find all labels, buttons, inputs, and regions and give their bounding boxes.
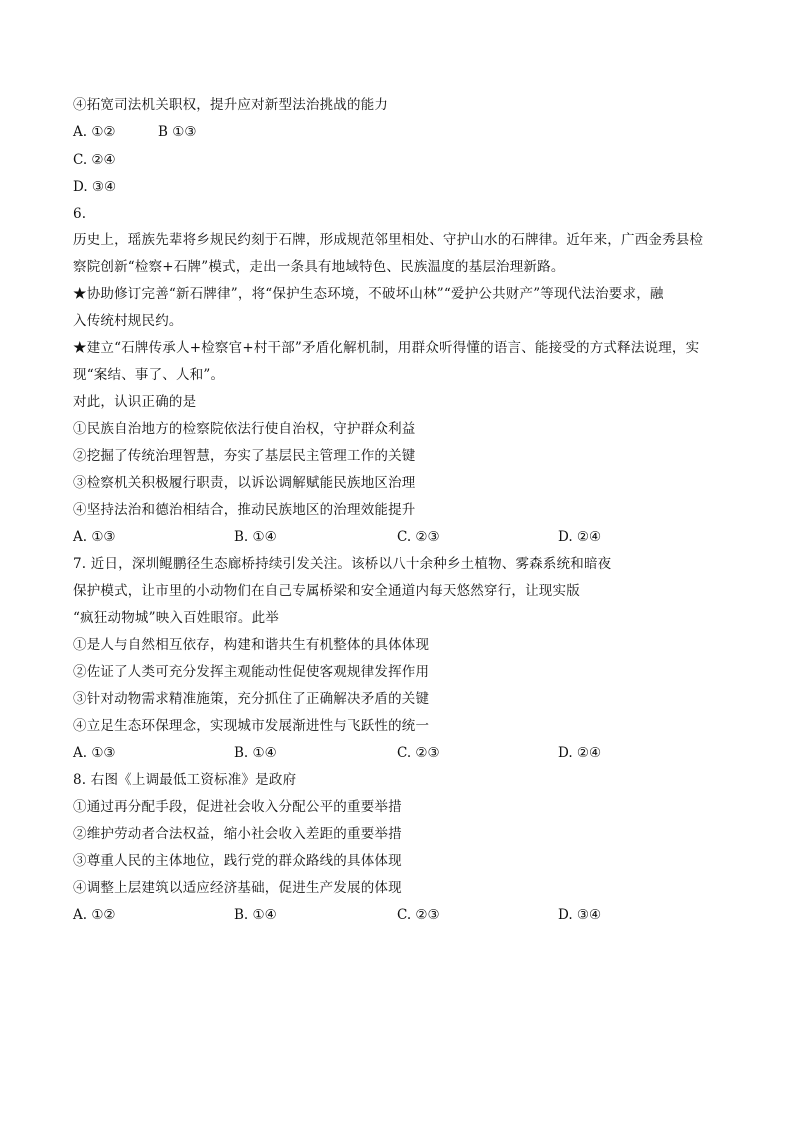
q6-item-2: ②挖掘了传统治理智慧，夯实了基层民主管理工作的关键: [73, 448, 416, 464]
q7-item-2: ②佐证了人类可充分发挥主观能动性促使客观规律发挥作用: [73, 664, 430, 680]
q5-item-4: ④拓宽司法机关职权，提升应对新型法治挑战的能力: [73, 97, 389, 113]
q6-star-point-2-line-1: ★建立“石牌传承人+检察官+村干部”矛盾化解机制，用群众听得懂的语言、能接受的方式释法说理，实: [73, 340, 700, 356]
q8-stem: 8. 右图《上调最低工资标准》是政府: [73, 772, 297, 788]
q6-option-c: C. ②③: [397, 529, 440, 545]
q7-item-4: ④立足生态环保理念，实现城市发展渐进性与飞跃性的统一: [73, 718, 430, 734]
q7-option-a: A. ①③: [73, 745, 116, 761]
q6-star-point-1-line-1: ★协助修订完善“新石牌律”，将“保护生态环境，不破坏山林”“爱护公共财产”等现代法治要求，融: [73, 286, 664, 302]
q6-item-3: ③检察机关积极履行职责，以诉讼调解赋能民族地区治理: [73, 475, 416, 491]
q6-stem-line-2: 察院创新“检察+石牌”模式，走出一条具有地域特色、民族温度的基层治理新路。: [73, 259, 565, 275]
q7-item-3: ③针对动物需求精准施策，充分抓住了正确解决矛盾的关键: [73, 691, 430, 707]
q8-option-b: B. ①④: [234, 907, 277, 923]
q8-option-a: A. ①②: [73, 907, 116, 923]
q8-item-2: ②维护劳动者合法权益，缩小社会收入差距的重要举措: [73, 826, 402, 842]
q6-stem-line-1: 历史上，瑶族先辈将乡规民约刻于石牌，形成规范邻里相处、守护山水的石牌律。近年来，广西金秀县检: [73, 232, 704, 248]
q5-option-a: A. ①②: [73, 124, 116, 140]
q8-item-1: ①通过再分配手段，促进社会收入分配公平的重要举措: [73, 799, 402, 815]
q7-item-1: ①是人与自然相互依存，构建和谐共生有机整体的具体体现: [73, 637, 430, 653]
q6-prompt: 对此，认识正确的是: [73, 394, 197, 410]
q6-item-1: ①民族自治地方的检察院依法行使自治权，守护群众利益: [73, 421, 416, 437]
q8-item-4: ④调整上层建筑以适应经济基础，促进生产发展的体现: [73, 880, 402, 896]
q5-option-b: B ①③: [158, 124, 197, 140]
q6-number: 6.: [73, 206, 87, 222]
q5-option-c: C. ②④: [73, 152, 116, 168]
q6-star-point-2-line-2: 现“案结、事了、人和”。: [73, 367, 225, 383]
q8-item-3: ③尊重人民的主体地位，践行党的群众路线的具体体现: [73, 853, 402, 869]
q7-option-c: C. ②③: [397, 745, 440, 761]
q8-option-d: D. ③④: [558, 907, 602, 923]
q7-option-b: B. ①④: [234, 745, 277, 761]
q7-stem-line-1: 7. 近日，深圳鲲鹏径生态廊桥持续引发关注。该桥以八十余种乡土植物、雾森系统和暗夜: [73, 556, 612, 572]
q7-option-d: D. ②④: [558, 745, 602, 761]
q6-option-b: B. ①④: [234, 529, 277, 545]
q5-option-d: D. ③④: [73, 179, 117, 195]
q6-option-d: D. ②④: [558, 529, 602, 545]
q6-star-point-1-line-2: 入传统村规民约。: [73, 313, 183, 329]
q6-option-a: A. ①③: [73, 529, 116, 545]
q8-option-c: C. ②③: [397, 907, 440, 923]
q7-stem-line-3: “疯狂动物城”映入百姓眼帘。此举: [73, 610, 280, 626]
q7-stem-line-2: 保护模式，让市里的小动物们在自己专属桥梁和安全通道内每天悠然穿行，让现实版: [73, 583, 580, 599]
q6-item-4: ④坚持法治和德治相结合，推动民族地区的治理效能提升: [73, 502, 416, 518]
